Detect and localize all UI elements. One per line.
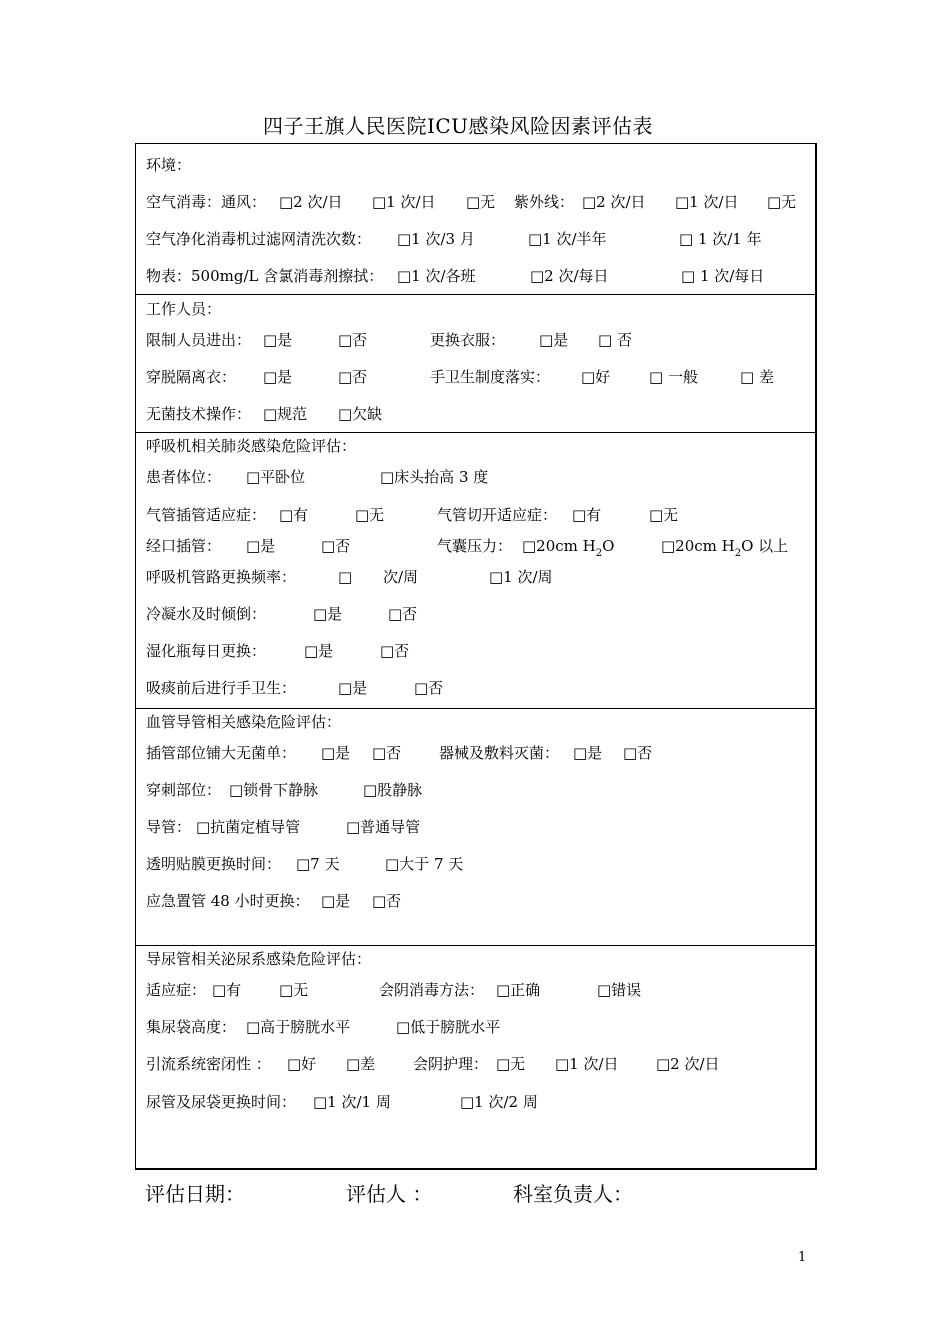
- oral-no[interactable]: □否: [321, 537, 351, 555]
- seal-poor[interactable]: □差: [346, 1055, 376, 1073]
- asep-ok[interactable]: □规范: [263, 405, 308, 423]
- uv-option-1x[interactable]: □1 次/日: [675, 193, 739, 211]
- page-title: 四子王旗人民医院ICU感染风险因素评估表: [262, 114, 654, 138]
- site-femoral[interactable]: □股静脉: [363, 781, 423, 799]
- restrict-label: 限制人员进出：: [146, 331, 252, 349]
- section-divider: [136, 294, 815, 295]
- perineal-label: 会阴消毒方法：: [379, 981, 485, 999]
- site-subclavian[interactable]: □锁骨下静脉: [229, 781, 319, 799]
- care-none[interactable]: □无: [496, 1055, 526, 1073]
- staff-heading: 工作人员：: [146, 300, 222, 318]
- assessment-form: [135, 143, 817, 1170]
- trach-label: 气管切开适应症：: [437, 506, 558, 524]
- humid-no[interactable]: □否: [380, 642, 410, 660]
- humid-label: 湿化瓶每日更换：: [146, 642, 267, 660]
- bag-above-bladder[interactable]: □高于膀胱水平: [246, 1018, 351, 1036]
- gown-yes[interactable]: □是: [539, 331, 569, 349]
- film-label: 透明贴膜更换时间：: [146, 855, 282, 873]
- circuit-row: [146, 567, 806, 587]
- oral-label: 经口插管：: [146, 537, 222, 555]
- instr-label: 器械及敷料灭菌：: [439, 744, 560, 762]
- site-label: 穿刺部位：: [146, 781, 222, 799]
- air-option-1x[interactable]: □1 次/日: [372, 193, 436, 211]
- suction-no[interactable]: □否: [414, 679, 444, 697]
- cauti-heading: 导尿管相关泌尿系感染危险评估：: [146, 950, 372, 968]
- intubation-row: [146, 505, 806, 525]
- condensate-row: [146, 604, 806, 624]
- circuit-label: 呼吸机管路更换频率：: [146, 568, 297, 586]
- intub-no[interactable]: □无: [355, 506, 385, 524]
- bag-below-bladder[interactable]: □低于膀胱水平: [396, 1018, 501, 1036]
- seal-good[interactable]: □好: [287, 1055, 317, 1073]
- uv-option-none[interactable]: □无: [767, 193, 797, 211]
- film-row: [146, 854, 806, 874]
- humid-yes[interactable]: □是: [304, 642, 334, 660]
- air-option-2x[interactable]: □2 次/日: [279, 193, 343, 211]
- footer-assessor-label: 评估人 ：: [346, 1182, 433, 1206]
- cath-label: 导管：: [146, 818, 192, 836]
- crbsi-heading: 血管导管相关感染危险评估：: [146, 713, 342, 731]
- surface-option-shift[interactable]: □1 次/各班: [397, 267, 476, 285]
- position-row: [146, 467, 806, 487]
- cuff-option-above-20[interactable]: □20cm $H_2O$ 以上: [661, 537, 789, 559]
- asep-lack[interactable]: □欠缺: [338, 405, 383, 423]
- uv-option-2x[interactable]: □2 次/日: [582, 193, 646, 211]
- bag-row: [146, 1017, 806, 1037]
- oral-row: [146, 536, 806, 559]
- film-over-7days[interactable]: □大于 7 天: [385, 855, 464, 873]
- air-label: 空气消毒：通风：: [146, 193, 267, 211]
- care-label: 会阴护理：: [413, 1055, 489, 1073]
- indication-row: [146, 980, 806, 1000]
- pos-label: 患者体位：: [146, 468, 222, 486]
- gown-label: 更换衣服：: [430, 331, 506, 349]
- emergency-row: [146, 891, 806, 911]
- drape-row: [146, 743, 806, 763]
- surface-row: [146, 266, 806, 286]
- emerg-yes[interactable]: □是: [321, 892, 351, 910]
- section-divider: [136, 945, 815, 946]
- trach-no[interactable]: □无: [649, 506, 679, 524]
- ind-yes[interactable]: □有: [212, 981, 242, 999]
- filter-option-6m[interactable]: □1 次/半年: [528, 230, 607, 248]
- cuff-option-20[interactable]: □20cm $H_2O$: [522, 537, 615, 559]
- pos-supine[interactable]: □平卧位: [246, 468, 306, 486]
- film-7days[interactable]: □7 天: [296, 855, 340, 873]
- hand-poor[interactable]: □ 差: [740, 368, 774, 386]
- change-1week[interactable]: □1 次/1 周: [313, 1093, 391, 1111]
- seal-row: [146, 1054, 806, 1074]
- change-row: [146, 1092, 806, 1112]
- footer-date-label: 评估日期：: [145, 1182, 245, 1206]
- cath-antibacterial[interactable]: □抗菌定植导管: [196, 818, 301, 836]
- cuff-label: 气囊压力：: [437, 537, 513, 555]
- drape-no[interactable]: □否: [372, 744, 402, 762]
- isolation-row: [146, 367, 806, 387]
- hand-label: 手卫生制度落实：: [430, 368, 551, 386]
- suction-row: [146, 678, 806, 698]
- air-option-none[interactable]: □无: [466, 193, 496, 211]
- cond-yes[interactable]: □是: [313, 605, 343, 623]
- section-divider: [136, 432, 815, 433]
- site-row: [146, 780, 806, 800]
- iso-no[interactable]: □否: [338, 368, 368, 386]
- instr-yes[interactable]: □是: [573, 744, 603, 762]
- aseptic-row: [146, 404, 806, 424]
- hand-good[interactable]: □好: [581, 368, 611, 386]
- seal-label: 引流系统密闭性 ：: [146, 1055, 271, 1073]
- humidifier-row: [146, 641, 806, 661]
- cond-label: 冷凝水及时倾倒：: [146, 605, 267, 623]
- restrict-no[interactable]: □否: [338, 331, 368, 349]
- care-2x[interactable]: □2 次/日: [656, 1055, 720, 1073]
- intub-yes[interactable]: □有: [279, 506, 309, 524]
- surface-option-2x[interactable]: □2 次/每日: [530, 267, 609, 285]
- pos-head-raised[interactable]: □床头抬高 3 度: [380, 468, 489, 486]
- air-disinfection-row: [146, 192, 806, 212]
- cond-no[interactable]: □否: [388, 605, 418, 623]
- cath-ordinary[interactable]: □普通导管: [346, 818, 421, 836]
- suction-label: 吸痰前后进行手卫生：: [146, 679, 297, 697]
- emerg-no[interactable]: □否: [372, 892, 402, 910]
- change-2weeks[interactable]: □1 次/2 周: [460, 1093, 538, 1111]
- intub-label: 气管插管适应症：: [146, 506, 267, 524]
- care-1x[interactable]: □1 次/日: [555, 1055, 619, 1073]
- filter-option-1y[interactable]: □ 1 次/1 年: [679, 230, 762, 248]
- filter-row: [146, 229, 806, 249]
- hand-average[interactable]: □ 一般: [649, 368, 698, 386]
- change-label: 尿管及尿袋更换时间：: [146, 1093, 297, 1111]
- page-number: 1: [798, 1250, 807, 1265]
- catheter-row: [146, 817, 806, 837]
- trach-yes[interactable]: □有: [572, 506, 602, 524]
- ind-label: 适应症：: [146, 981, 207, 999]
- filter-option-3m[interactable]: □1 次/3 月: [397, 230, 475, 248]
- instr-no[interactable]: □否: [623, 744, 653, 762]
- bag-label: 集尿袋高度：: [146, 1018, 237, 1036]
- filter-label: 空气净化消毒机过滤网清洗次数：: [146, 230, 372, 248]
- vap-heading: 呼吸机相关肺炎感染危险评估：: [146, 437, 357, 455]
- circuit-option-1x[interactable]: □1 次/周: [489, 568, 553, 586]
- env-heading: 环境：: [146, 156, 192, 174]
- oral-yes[interactable]: □是: [246, 537, 276, 555]
- section-divider: [136, 708, 815, 709]
- perineal-correct[interactable]: □正确: [496, 981, 541, 999]
- suction-yes[interactable]: □是: [338, 679, 368, 697]
- drape-yes[interactable]: □是: [321, 744, 351, 762]
- gown-no[interactable]: □ 否: [598, 331, 632, 349]
- emerg-label: 应急置管 48 小时更换：: [146, 892, 310, 910]
- circuit-unit: 次/周: [383, 568, 419, 586]
- surface-label: 物表：500mg/L 含氯消毒剂擦拭：: [146, 267, 384, 285]
- iso-label: 穿脱隔离衣：: [146, 368, 237, 386]
- restrict-row: [146, 330, 806, 350]
- asep-label: 无菌技术操作：: [146, 405, 252, 423]
- ind-no[interactable]: □无: [279, 981, 309, 999]
- perineal-wrong[interactable]: □错误: [597, 981, 642, 999]
- uv-label: 紫外线：: [514, 193, 575, 211]
- restrict-yes[interactable]: □是: [263, 331, 293, 349]
- footer-department-head-label: 科室负责人：: [513, 1182, 633, 1206]
- circuit-checkbox[interactable]: □: [338, 568, 353, 586]
- surface-option-1x[interactable]: □ 1 次/每日: [681, 267, 765, 285]
- drape-label: 插管部位铺大无菌单：: [146, 744, 297, 762]
- iso-yes[interactable]: □是: [263, 368, 293, 386]
